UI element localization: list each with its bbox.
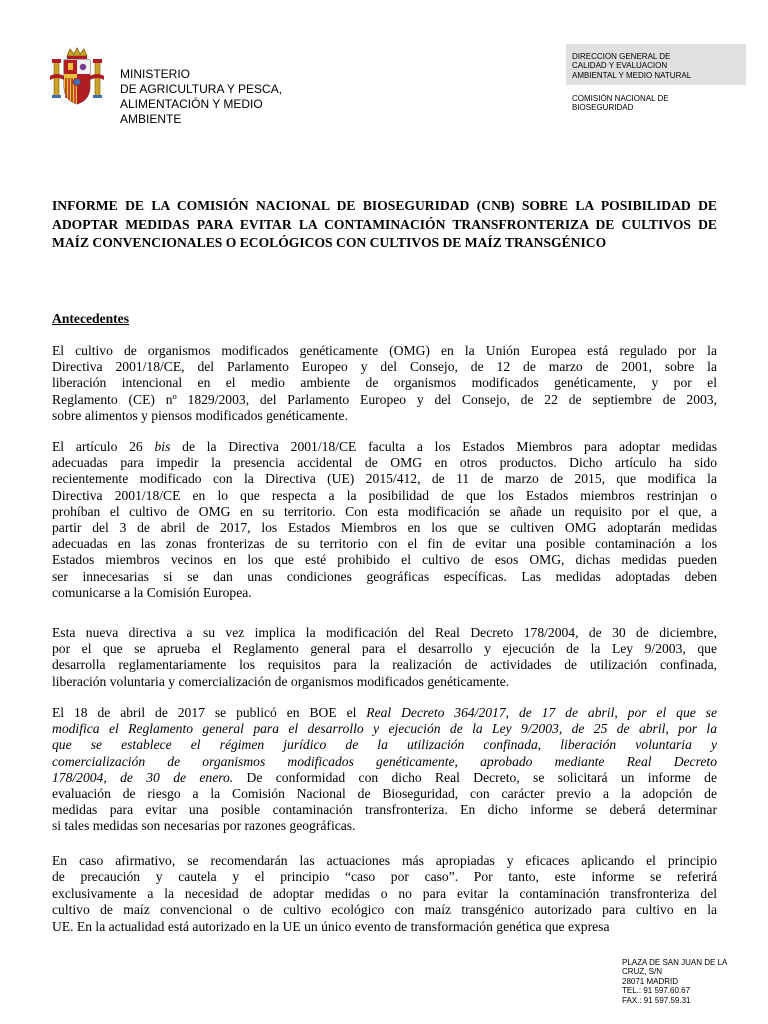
- paragraph-line: [52, 488, 717, 504]
- text-run: Directiva 2001/18/CE, del Parlamento Europeo y del Consejo, de 12 de marzo de 2001, sobre la: [52, 359, 717, 375]
- document-title: INFORME DE LA COMISIÓN NACIONAL DE BIOSEGURIDAD (CNB) SOBRE LA POSIBILIDAD DE ADOPTAR MEDIDAS PARA EVITAR LA CONTAMINACIÓN TRANSFRONTERIZA DE CULTIVOS DE MAÍZ CONVENCIONALES O ECOLÓGICOS CON CULTIVOS DE MAÍZ TRANSGÉNICO: [52, 198, 717, 250]
- text-run: De conformidad con dicho Real Decreto, se solicitará un informe de: [233, 769, 717, 785]
- section-heading: Antecedentes: [52, 311, 130, 326]
- text-run: sobre alimentos y piensos modificados genéticamente.: [52, 407, 348, 423]
- ministry-line: AMBIENTE: [120, 112, 182, 126]
- text-run: ser innecesarias si se dan unas condiciones geográficas específicas. Las medidas adoptadas deben: [52, 568, 717, 584]
- italic-text: modifica el Reglamento general para el desarrollo y ejecución de la Ley 9/2003, de 25 de abril, por la: [52, 721, 717, 737]
- paragraph-line: [52, 471, 717, 487]
- paragraph-line: [52, 359, 717, 375]
- italic-text: bis: [154, 439, 171, 454]
- text-run: adecuadas en las zonas fronterizas de su territorio con el fin de evitar una posible contaminación a los: [52, 536, 717, 552]
- text-run: comunicarse a la Comisión Europea.: [52, 584, 252, 600]
- paragraph-line: [52, 853, 717, 869]
- paragraph-line: [52, 504, 717, 520]
- text-run: evaluación de riesgo a la Comisión Nacional de Bioseguridad, con carácter previo a la adopción de: [52, 786, 717, 802]
- paragraph-line: [52, 552, 717, 568]
- paragraph-line: [52, 919, 717, 935]
- ministry-line: ALIMENTACIÓN Y MEDIO: [120, 97, 263, 111]
- footer-line: PLAZA DE SAN JUAN DE LA: [622, 958, 728, 967]
- text-run: prohíban el cultivo de OMG en su territorio. Con esta modificación se añade un requisito por el que, a: [52, 503, 717, 519]
- paragraph-line: [52, 705, 717, 721]
- paragraph-line: [52, 439, 717, 455]
- text-run: El 18 de abril de 2017 se publicó en BOE el: [52, 705, 367, 720]
- paragraph-line: [52, 343, 717, 359]
- direction-box: [566, 44, 746, 85]
- paragraph-line: [52, 375, 717, 391]
- ministry-name: [120, 67, 320, 127]
- paragraph-line: [52, 770, 717, 786]
- text-run: desarrolla reglamentariamente los requisitos para la realización de actividades de utilización confinada,: [52, 657, 717, 673]
- text-run: El cultivo de organismos modificados genéticamente (OMG) en la Unión Europea está regulado por la: [52, 343, 717, 358]
- paragraph-line: [52, 754, 717, 770]
- text-run: de la Directiva 2001/18/CE faculta a los Estados Miembros para adoptar medidas: [170, 439, 717, 454]
- text-run: UE. En la actualidad está autorizado en la UE un único evento de transformación genética que expresa: [52, 918, 610, 934]
- commission-line: BIOSEGURIDAD: [572, 103, 634, 113]
- text-run: Directiva 2001/18/CE en lo que respecta a la posibilidad de que los Estados miembros restrinjan o: [52, 487, 717, 503]
- paragraph-line: [52, 818, 717, 834]
- paragraph-line: [52, 869, 717, 885]
- commission-line: COMISIÓN NACIONAL DE: [572, 94, 669, 103]
- paragraph-line: [52, 657, 717, 673]
- paragraph-line: [52, 641, 717, 657]
- paragraph-line: [52, 802, 717, 818]
- italic-text: comercialización de organismos modificados genéticamente, aprobado mediante Real Decreto: [52, 753, 717, 769]
- footer-line: TEL.: 91 597.60.67: [622, 986, 691, 996]
- text-run: liberación voluntaria y comercialización de organismos modificados genéticamente.: [52, 673, 510, 689]
- paragraph-line: [52, 569, 717, 585]
- paragraph-line: [52, 392, 717, 408]
- text-run: El artículo 26: [52, 439, 155, 454]
- paragraph-line: [52, 721, 717, 737]
- paragraph-line: [52, 520, 717, 536]
- paragraph: [52, 853, 717, 935]
- paragraph: [52, 705, 717, 835]
- italic-text: Real Decreto 364/2017, de 17 de abril, por el que se: [366, 705, 717, 720]
- text-run: Estados miembros vecinos en los que esté prohibido el cultivo de esos OMG, dichas medidas pueden: [52, 552, 717, 568]
- text-run: cultivo de maíz convencional o de cultivo ecológico con maíz transgénico autorizado para cultivo en la: [52, 902, 717, 918]
- footer-address: [622, 958, 752, 1005]
- paragraph-line: [52, 886, 717, 902]
- text-run: liberación intencional en el medio ambiente de organismos modificados genéticamente, y por el: [52, 375, 717, 391]
- spain-coat-of-arms-icon: [50, 46, 104, 108]
- paragraph: [52, 343, 717, 424]
- text-run: Esta nueva directiva a su vez implica la modificación del Real Decreto 178/2004, de 30 de diciembre,: [52, 625, 717, 640]
- paragraph: [52, 625, 717, 690]
- text-run: partir del 3 de abril de 2017, los Estados Miembros en los que se cultiven OMG adoptarán medidas: [52, 520, 717, 536]
- text-run: exclusivamente a la necesidad de adoptar medidas o no para evitar la contaminación transfronteriza del: [52, 885, 717, 901]
- text-run: de precaución y cautela y el principio “caso por caso”. Por tanto, este informe se referirá: [52, 869, 717, 885]
- text-run: si tales medidas son necesarias por razones geográficas.: [52, 818, 356, 834]
- italic-text: que se establece el régimen jurídico de la utilización confinada, liberación voluntaria y: [52, 737, 717, 753]
- paragraph-line: [52, 536, 717, 552]
- direction-line: AMBIENTAL Y MEDIO NATURAL: [572, 70, 692, 80]
- paragraph-line: [52, 625, 717, 641]
- paragraph-line: [52, 408, 717, 424]
- commission-name: [572, 94, 748, 113]
- paragraph-line: [52, 585, 717, 601]
- paragraph-line: [52, 786, 717, 802]
- direction-line: DIRECCION GENERAL DE: [572, 52, 671, 61]
- paragraph-line: [52, 674, 717, 690]
- text-run: recientemente modificado con la Directiva (UE) 2015/412, de 11 de marzo de 2015, que modifica la: [52, 471, 717, 487]
- footer-line: 28071 MADRID: [622, 976, 679, 986]
- text-run: medidas para evitar una posible contaminación transfronteriza. En dicho informe se deberá determinar: [52, 802, 717, 818]
- text-run: Reglamento (CE) nº 1829/2003, del Parlamento Europeo y del Consejo, de 22 de septiembre de 2003,: [52, 391, 717, 407]
- paragraph-line: [52, 737, 717, 753]
- paragraph-line: [52, 902, 717, 918]
- text-run: por el que se aprueba el Reglamento general para el desarrollo y ejecución de la Ley 9/2003, que: [52, 641, 717, 657]
- ministry-line: MINISTERIO: [120, 67, 191, 81]
- footer-line: CRUZ, S/N: [622, 967, 662, 977]
- italic-text: 178/2004, de 30 de enero.: [52, 769, 234, 785]
- ministry-line: DE AGRICULTURA Y PESCA,: [120, 82, 283, 96]
- paragraph-line: [52, 455, 717, 471]
- text-run: adecuadas para impedir la presencia accidental de OMG en otros productos. Dicho artículo ha sido: [52, 455, 717, 471]
- direction-line: CALIDAD Y EVALUACION: [572, 61, 668, 71]
- text-run: En caso afirmativo, se recomendarán las actuaciones más apropiadas y eficaces aplicando el principio: [52, 853, 717, 868]
- footer-line: FAX.: 91 597.59.31: [622, 995, 691, 1005]
- paragraph: [52, 439, 717, 601]
